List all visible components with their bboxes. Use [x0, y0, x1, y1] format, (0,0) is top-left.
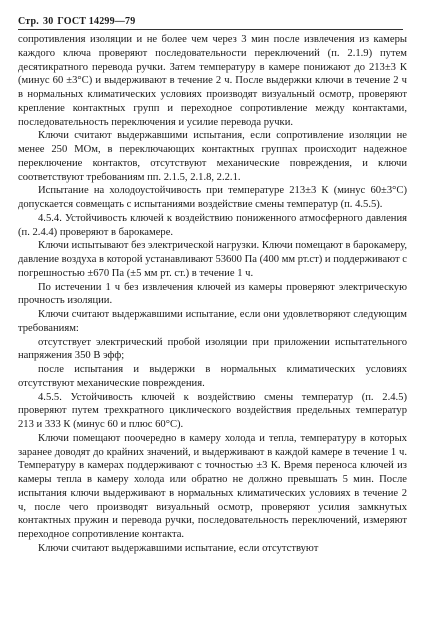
paragraph: Ключи испытывают без электрической нагрузки. Ключи помещают в барокамеру, давление воздуха в которой устанавливают 53600 Па (400 мм рт.ст) и поддерживают с погрешностью ±670 Па (±5 мм рт. ст.) в течение 1 ч.	[18, 240, 407, 279]
paragraph: Ключи считают выдержавшими испытания, если сопротивление изоляции не менее 250 МОм, в переключающих контактных группах происходит надежное переключение контактов, отсутствуют механические повреждения, и ключи соответствуют требованиям пп. 2.1.5, 2.1.8, 2.2.1.	[18, 130, 407, 183]
section-paragraph: 4.5.5. Устойчивость ключей к воздействию смены температур (п. 2.4.5) проверяют путем трехкратного циклического воздействия предельных температур 213 и 333 К (минус 60 и плюс 60°С).	[18, 391, 407, 430]
paragraph: По истечении 1 ч без извлечения ключей из камеры проверяют электрическую прочность изоляции.	[18, 281, 407, 307]
page-prefix: Стр.	[18, 16, 39, 27]
paragraph: Ключи считают выдержавшими испытание, если отсутствуют	[38, 542, 319, 554]
page-number: 30	[43, 16, 54, 27]
paragraph: сопротивления изоляции и не более чем через 3 мин после извлечения из камеры каждого ключа проверяют последовательности переключений (п. 2.1.9) путем десятикратного перевода ручки. Затем температуру в камере понижают до 213±3 К (минус 60 ±3°С) и выдерживают в течение 2 ч. После выдержки ключи в течение 2 ч в нормальных климатических условиях производят визуальный осмотр, проверяют крепление контактных групп и переходное сопротивление между контактами, последовательность переключения и усилие перевода ручки.	[18, 34, 407, 128]
paragraph: Испытание на холодоустойчивость при температуре 213±3 К (минус 60±3°С) допускается совмещать с испытаниями воздействие смены температур (п. 4.5.5).	[18, 185, 407, 210]
list-item: после испытания и выдержки в нормальных климатических условиях отсутствуют механические повреждения.	[18, 364, 407, 389]
header-rule	[18, 29, 403, 30]
section-paragraph: 4.5.4. Устойчивость ключей к воздействию пониженного атмосферного давления (п. 2.4.4) проверяют в барокамере.	[18, 212, 407, 238]
page-header	[18, 16, 139, 27]
paragraph: Ключи помещают поочередно в камеру холода и тепла, температуру в которых заранее доводят до крайних значений, и выдерживают в каждой камере в течение 1 ч. Температуру в камерах поддерживают с точностью ±3 К. Время переноса ключей из камеры тепла в камеру холода или обратно не должно превышать 5 мин. После испытания ключи выдерживают в нормальных климатических условиях в течение 2 ч, после чего производят визуальный осмотр, проверяют усилия замкнутых контактных пружин и перевода ручки, последовательность переключений, измеряют переходное сопротивление контакта.	[18, 432, 407, 540]
document-body	[18, 33, 407, 556]
list-item: отсутствует электрический пробой изоляции при приложении испытательного напряжения 350 В эфф;	[18, 336, 407, 362]
standard-code: ГОСТ 14299—79	[57, 16, 136, 27]
paragraph: Ключи считают выдержавшими испытание, если они удовлетворяют следующим требованиям:	[18, 309, 407, 334]
